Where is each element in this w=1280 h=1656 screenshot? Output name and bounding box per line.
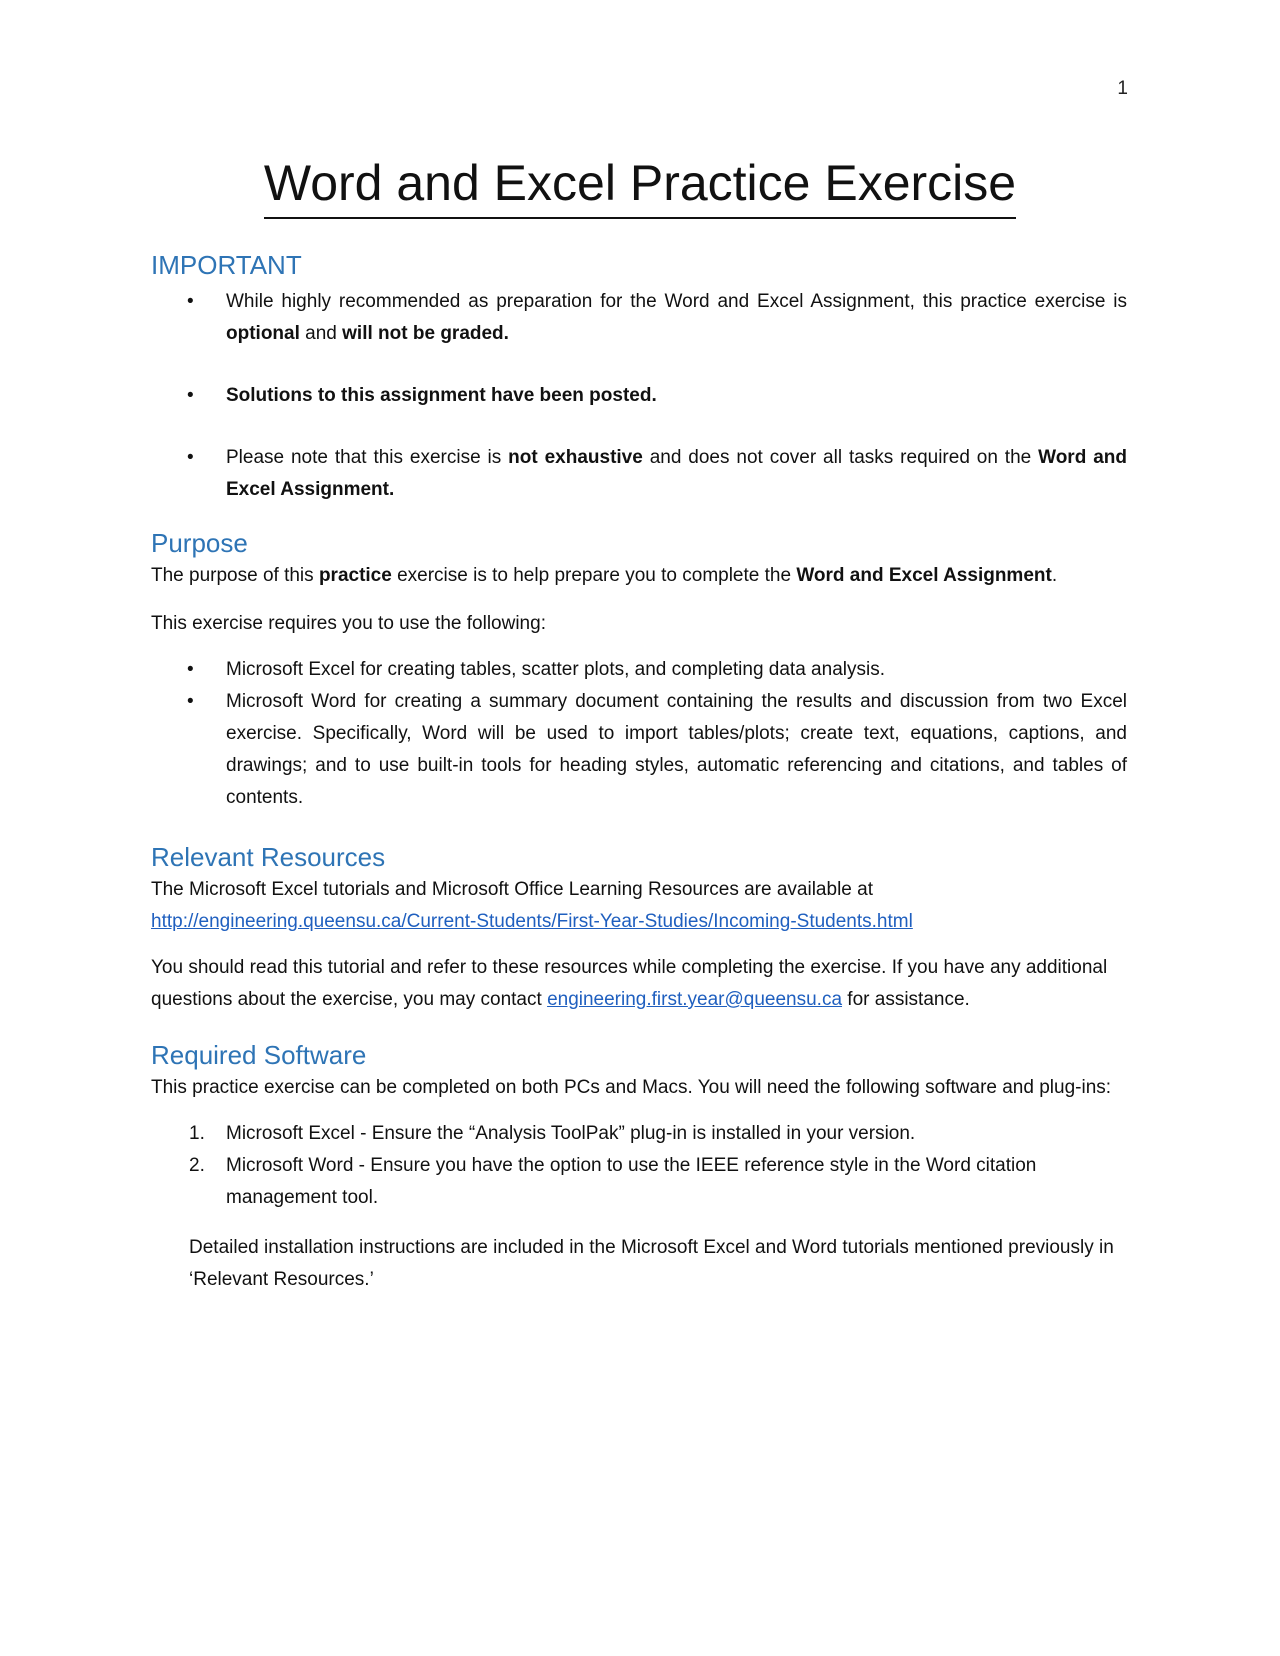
purpose-list (151, 654, 1127, 814)
resources-contact-paragraph: You should read this tutorial and refer to these resources while completing the exercise. If you have any additional questions about the exercise, you may contact engineering.first.year@queensu.ca for assistance. (151, 957, 1108, 1010)
bullet-icon: • (187, 447, 194, 468)
purpose-item-2: • Microsoft Word for creating a summary document containing the results and discussion from two Excel exercise. Specifically, Word will be used to import tables/plots; create text, equations, captions, and drawings; and to use built-in tools for heading styles, automatic referencing and citations, and tables of contents. (151, 686, 1127, 814)
bullet-icon: • (187, 659, 194, 680)
bullet-icon: • (187, 385, 194, 406)
important-list (151, 286, 1127, 506)
bullet-icon: • (187, 691, 194, 712)
heading-important: IMPORTANT (151, 250, 302, 280)
software-paragraph: This practice exercise can be completed on both PCs and Macs. You will need the following software and plug-ins: (151, 1077, 1112, 1098)
heading-relevant-resources: Relevant Resources (151, 842, 386, 872)
contact-email-link[interactable]: engineering.first.year@queensu.ca (547, 989, 843, 1010)
important-item-3: • Please note that this exercise is not exhaustive and does not cover all tasks required on the Word and Excel Assignment. (151, 442, 1127, 506)
document-body (151, 248, 1127, 1296)
page-number: 1 (1117, 78, 1128, 99)
important-item-2: • Solutions to this assignment have been posted. (151, 380, 1127, 412)
purpose-paragraph: The purpose of this practice exercise is to help prepare you to complete the Word and Excel Assignment. (151, 565, 1058, 586)
purpose-intro: This exercise requires you to use the following: (151, 613, 546, 634)
heading-purpose: Purpose (151, 528, 248, 558)
software-item-1: 1. Microsoft Excel - Ensure the “Analysis ToolPak” plug-in is installed in your version. (189, 1123, 916, 1144)
installation-note: Detailed installation instructions are included in the Microsoft Excel and Word tutorials mentioned previously in ‘Relevant Resources.’ (189, 1237, 1114, 1290)
resources-paragraph: The Microsoft Excel tutorials and Microsoft Office Learning Resources are available at http://engineering.queensu.ca/Current-Students/First-Year-Studies/Incoming-Students.html (151, 879, 913, 932)
purpose-item-1: • Microsoft Excel for creating tables, scatter plots, and completing data analysis. (151, 654, 1127, 686)
bullet-icon: • (187, 291, 194, 312)
important-item-1: • While highly recommended as preparation for the Word and Excel Assignment, this practice exercise is optional and will not be graded. (151, 286, 1127, 350)
document-title (0, 155, 1280, 211)
resources-link[interactable]: http://engineering.queensu.ca/Current-Students/First-Year-Studies/Incoming-Students.html (151, 911, 913, 932)
software-list (151, 1118, 1127, 1214)
software-item-2: 2. Microsoft Word - Ensure you have the option to use the IEEE reference style in the Word citation management tool. (189, 1155, 1037, 1208)
title-text: Word and Excel Practice Exercise (264, 155, 1016, 219)
heading-required-software: Required Software (151, 1040, 367, 1070)
